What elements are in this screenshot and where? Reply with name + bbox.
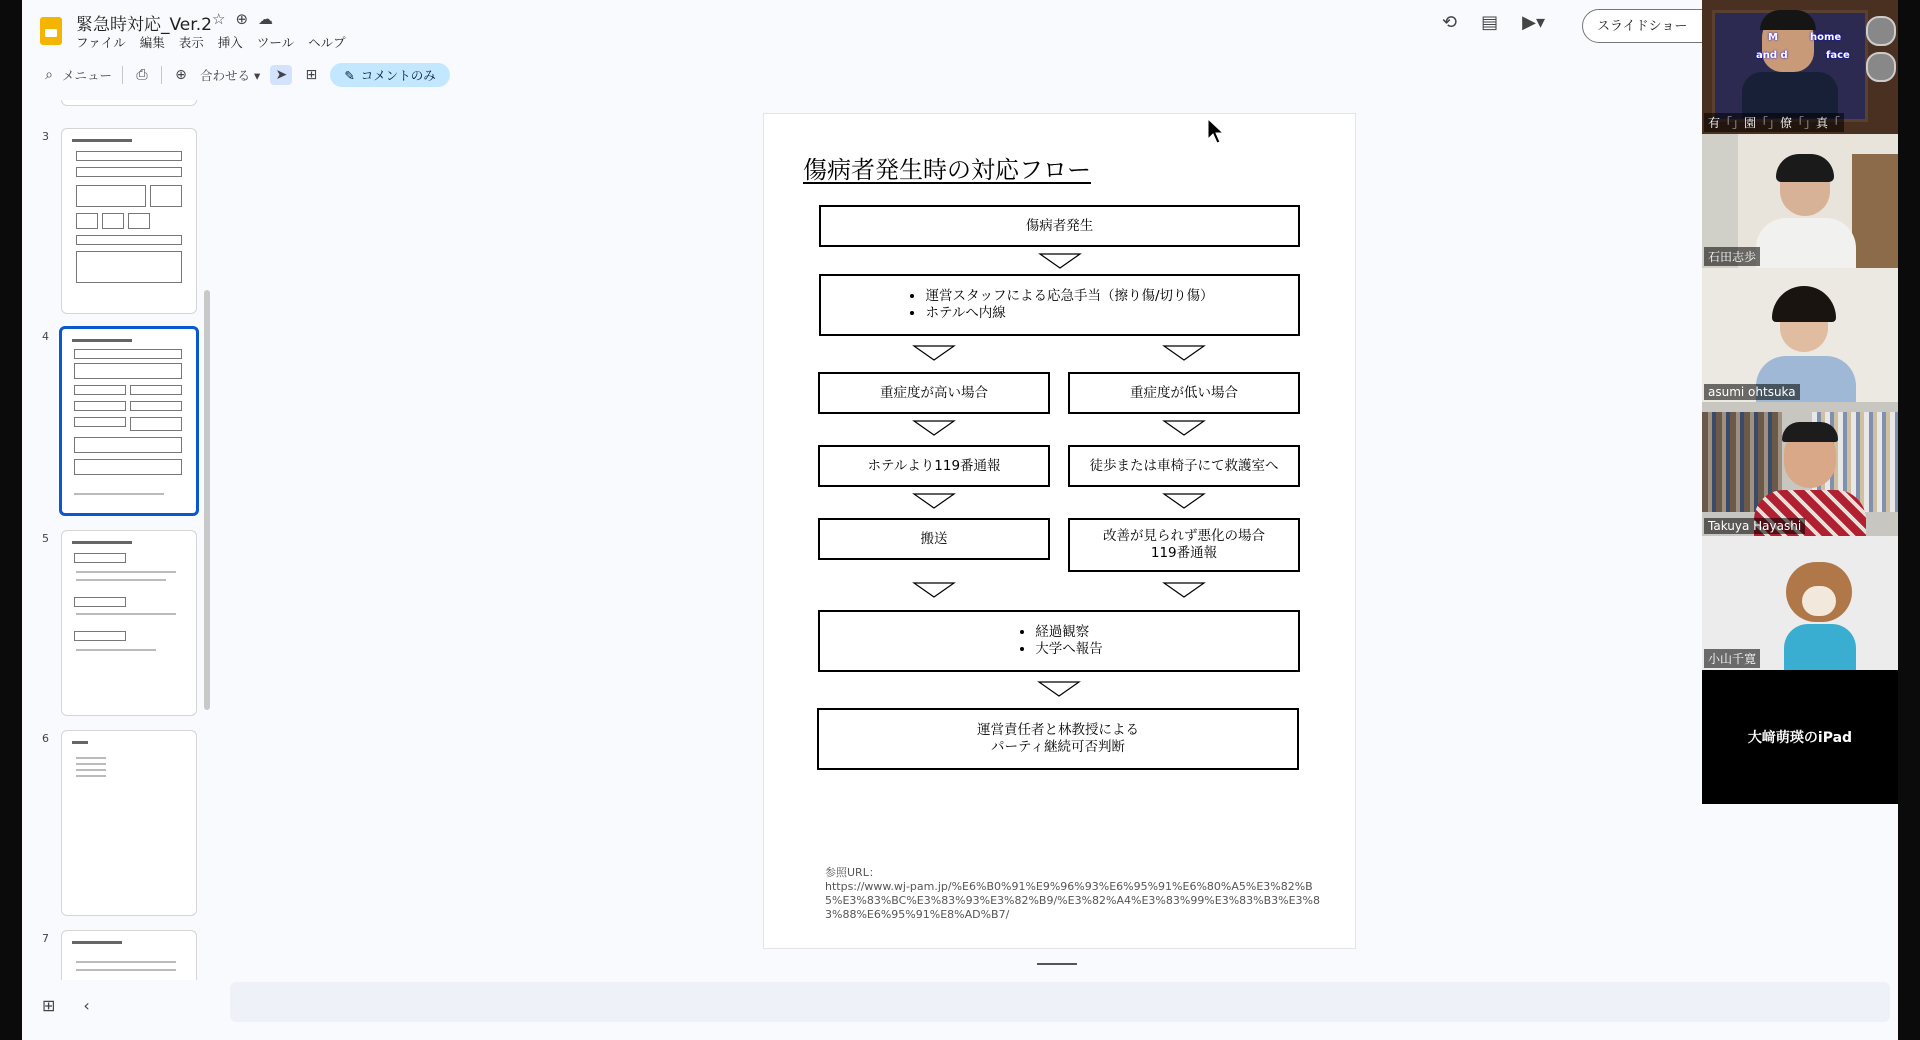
cloud-icon[interactable]: ☁ [258,10,274,28]
flow-box-hotel-119: ホテルより119番通報 [818,445,1050,487]
zoom-icon[interactable]: ⊕ [175,67,187,83]
comment-only-label: コメントのみ [360,68,436,83]
participant-name-center: 大﨑萌瑛のiPad [1747,730,1853,746]
slideshow-button[interactable]: スライドショー [1582,9,1722,43]
down-arrow-icon [1039,682,1079,696]
menu-edit[interactable]: 編集 [139,35,165,50]
comment-only-chip[interactable] [330,63,450,87]
move-icon[interactable]: ⊕ [235,10,249,28]
slide-number-7: 7 [42,932,49,945]
tile1-overlay-text: face [1826,50,1850,61]
slide-thumbnail-5[interactable] [61,530,197,716]
participant-name: 有「」園「」僚「」真「 [1704,113,1844,132]
toolbar [40,62,450,88]
slide-thumbnail-6[interactable] [61,730,197,916]
decision-line2: パーティ継続可否判断 [991,739,1125,755]
menu-tools[interactable]: ツール [256,35,295,50]
observe-item: • 大学へ報告 [1035,641,1103,658]
down-arrow-icon [1164,494,1204,508]
slide-number-6: 6 [42,732,49,745]
star-icon[interactable]: ☆ [212,10,226,28]
participant-hair [1760,10,1816,30]
flow-arrows [764,114,1355,948]
slide-number-5: 5 [42,532,49,545]
select-pointer-icon[interactable]: ➤ [270,65,292,85]
menu-file[interactable]: ファイル [76,35,126,50]
comments-icon[interactable]: ▤ [1481,12,1499,33]
no-improve-line1: 改善が見られず悪化の場合 [1103,528,1265,544]
flow-box-transport: 搬送 [818,518,1050,560]
slide-canvas[interactable] [763,113,1356,949]
observe-item: • 経過観察 [1035,624,1103,641]
participant-tile-5[interactable] [1702,536,1898,670]
slide-thumbnail-2[interactable] [61,100,197,106]
zoom-select[interactable] [200,66,260,84]
document-title[interactable]: 緊急時対応_Ver.2 [76,15,212,35]
down-arrow-icon [1164,583,1204,597]
down-arrow-icon [914,421,954,435]
participant-tile-2[interactable] [1702,134,1898,268]
print-icon[interactable]: ⎙ [136,67,148,83]
slide-thumbnail-7[interactable] [61,930,197,980]
down-arrow-icon [914,583,954,597]
reference-note [825,866,1325,922]
participant-hair [1772,286,1836,322]
flow-box-occurrence: 傷病者発生 [819,205,1300,247]
knob-icon [1866,52,1896,82]
down-arrow-icon [914,346,954,360]
menu-search-label: メニュー [62,68,113,83]
participant-body [1756,218,1856,268]
meet-icon[interactable]: ▶▾ [1522,12,1545,33]
slide-title: 傷病者発生時の対応フロー [803,156,1091,184]
participant-name: asumi ohtsuka [1704,384,1800,400]
room-furniture [1852,154,1898,268]
tile1-overlay-text: home [1810,32,1842,43]
decision-line1: 運営責任者と林教授による [977,722,1139,738]
chevron-down-icon: ▾ [254,67,261,83]
search-icon: ⌕ [45,67,53,83]
speaker-notes-area[interactable] [230,982,1890,1022]
menu-search[interactable] [40,66,112,84]
participant-tile-4[interactable] [1702,402,1898,536]
flow-box-high-severity: 重症度が高い場合 [818,372,1050,414]
zoom-label: 合わせる [200,68,251,83]
screen-right-edge [1898,0,1920,1040]
participant-body [1742,72,1838,118]
slides-app [22,0,1902,1040]
tile1-overlay-text: and d [1756,50,1788,61]
avatar-body [1784,624,1856,670]
participant-name: 小山千寛 [1704,649,1760,668]
history-icon[interactable]: ⟲ [1442,12,1458,33]
participant-tile-6[interactable] [1702,670,1898,804]
slide-thumbnail-4-selected[interactable] [59,326,199,516]
slide-thumbnail-3[interactable] [61,128,197,314]
participant-hair [1782,422,1838,442]
menu-view[interactable]: 表示 [178,35,204,50]
slide-number-3: 3 [42,130,49,143]
down-arrow-icon [1164,346,1204,360]
page-indicator [1037,963,1077,965]
participant-name: 石田志歩 [1704,247,1760,266]
down-arrow-icon [1164,421,1204,435]
slide-filmstrip[interactable] [22,100,222,980]
comment-edit-icon: ✎ [344,67,355,83]
flow-box-walk-first-aid: 徒歩または車椅子にて救護室へ [1068,445,1300,487]
first-aid-item: • ホテルへ内線 [925,305,1213,322]
slide-number-4: 4 [42,330,49,343]
no-improve-line2: 119番通報 [1150,545,1218,561]
participant-tile-1[interactable] [1702,0,1898,134]
avatar-cat-muzzle [1802,586,1836,616]
mouse-cursor-icon [1207,118,1225,144]
reference-label: 参照URL： [825,866,880,879]
tile1-overlay-text: M [1768,32,1778,43]
screen-left-edge [0,0,22,1040]
flow-box-low-severity: 重症度が低い場合 [1068,372,1300,414]
down-arrow-icon [914,494,954,508]
toolbar-divider [122,66,123,84]
reference-url[interactable]: https://www.wj-pam.jp/%E6%B0%91%E9%96%93%E6%95%91%E6%80%A5%E3%82%B5%E3%83%BC%E3%83%93%E3%82%B9/%E3%82%A4%E3%83%99%E3%83%B3%E3%83%88%E6%95%91%E8%AD%B7/ [825,880,1321,921]
add-comment-icon[interactable]: ⊞ [305,67,318,83]
menu-help[interactable]: ヘルプ [308,35,346,50]
participant-name: Takuya Hayashi [1704,518,1805,534]
menu-insert[interactable]: 挿入 [217,35,243,50]
first-aid-item: • 運営スタッフによる応急手当（擦り傷/切り傷） [925,288,1213,305]
down-arrow-icon [1040,254,1080,268]
participant-tile-3[interactable] [1702,268,1898,402]
participant-hair [1776,154,1834,182]
knob-icon [1866,16,1896,46]
toolbar-divider [161,66,162,84]
grid-view-icon[interactable]: ⊞ [42,996,56,1015]
filmstrip-scrollbar[interactable] [204,290,210,710]
collapse-filmstrip-icon[interactable]: ‹ [83,996,90,1015]
slides-logo-icon[interactable] [40,17,62,45]
menu-bar [76,33,346,51]
